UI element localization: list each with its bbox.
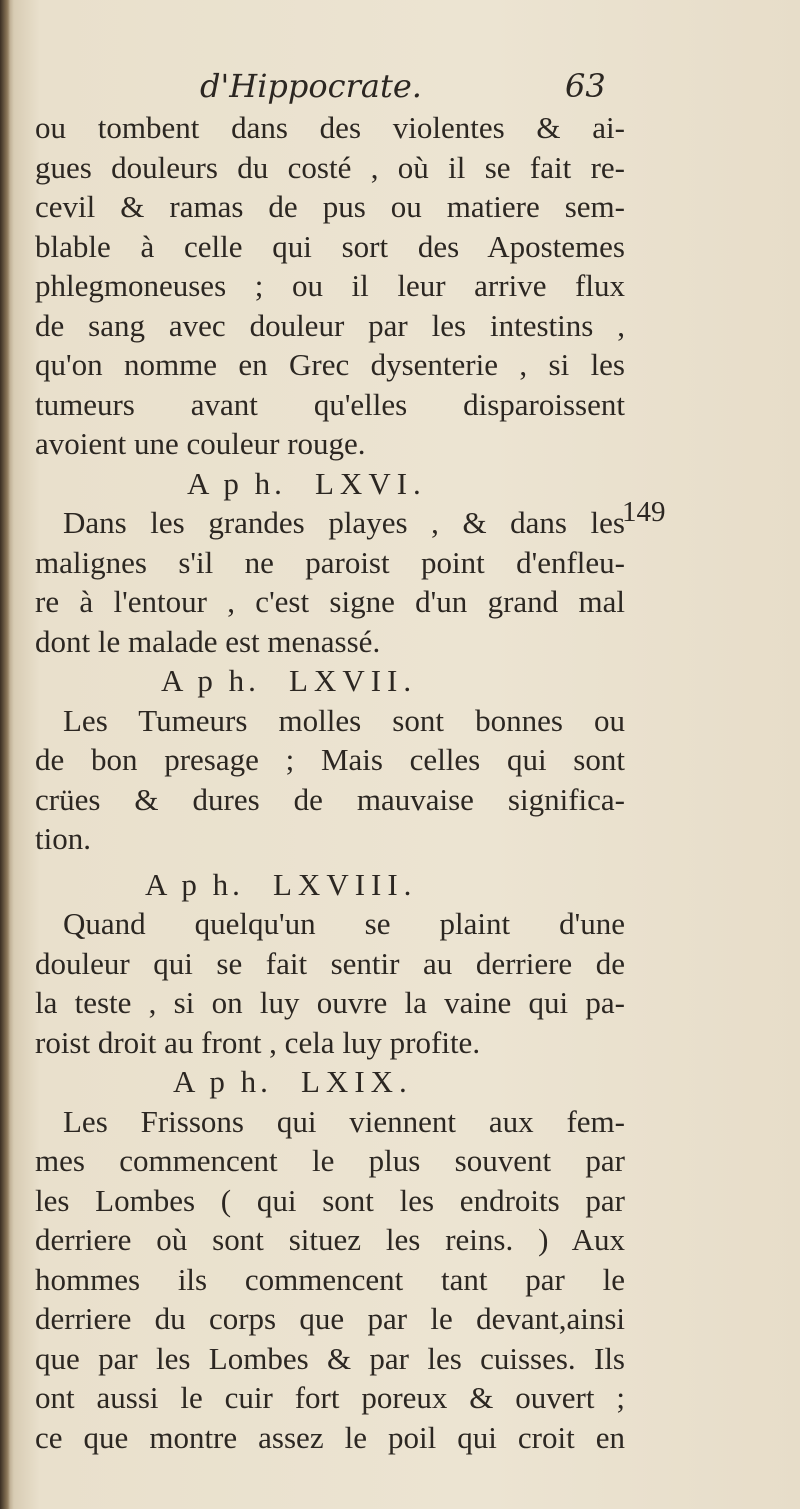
- text-line: ont aussi le cuir fort poreux & ouvert ;: [35, 1380, 625, 1415]
- margin-note: 149: [622, 496, 666, 528]
- text-line: les Lombes ( qui sont les endroits par: [35, 1182, 625, 1218]
- text-line: qu'on nomme en Grec dysenterie , si les: [35, 347, 625, 382]
- page-number: 63: [565, 67, 606, 105]
- running-title: d'Hippocrate.: [200, 67, 422, 105]
- aphorism-number: LXVIII.: [273, 866, 418, 902]
- aphorism-66: [35, 464, 625, 662]
- text-line: Les Tumeurs molles sont bonnes ou: [63, 702, 625, 738]
- text-line: mes commencent le plus souvent par: [35, 1143, 625, 1178]
- text-line: tion.: [35, 821, 91, 856]
- aphorism-label: A p h.: [145, 866, 244, 902]
- body-text: [35, 108, 625, 1457]
- text-line: avoient une couleur rouge.: [35, 426, 366, 461]
- aphorism-label: A p h.: [173, 1064, 272, 1099]
- page-binding-edge: [0, 0, 10, 1509]
- text-line: phlegmoneuses ; ou il leur arrive flux: [35, 268, 625, 303]
- text-line: malignes s'il ne paroist point d'enfleu-: [35, 544, 625, 580]
- text-line: tumeurs avant qu'elles disparoissent: [35, 386, 625, 422]
- text-line: hommes ils commencent tant par le: [35, 1261, 625, 1297]
- text-line: que par les Lombes & par les cuisses. Ils: [35, 1340, 625, 1376]
- aphorism-label: A p h.: [187, 465, 286, 501]
- text-line: dont le malade est menassé.: [35, 623, 381, 659]
- text-line: Quand quelqu'un se plaint d'une: [63, 906, 625, 941]
- text-line: Dans les grandes playes , & dans les: [63, 505, 625, 540]
- aphorism-number: LXVI.: [315, 465, 427, 501]
- text-line: re à l'entour , c'est signe d'un grand mal: [35, 584, 625, 619]
- text-line: douleur qui se fait sentir au derriere de: [35, 945, 625, 981]
- aphorism-heading: [35, 464, 625, 504]
- text-line: gues douleurs du costé , où il se fait re-: [35, 149, 625, 185]
- aphorism-67: [35, 661, 625, 859]
- aphorism-heading: [35, 661, 625, 701]
- text-line: la teste , si on luy ouvre la vaine qui pa-: [35, 985, 625, 1020]
- text-line: blable à celle qui sort des Apostemes: [35, 228, 625, 264]
- aphorism-number: LXIX.: [301, 1064, 413, 1099]
- text-line: de sang avec douleur par les intestins ,: [35, 307, 625, 343]
- text-line: derriere où sont situez les reins. ) Aux: [35, 1222, 625, 1257]
- text-line: cevil & ramas de pus ou matiere sem-: [35, 189, 625, 224]
- aphorism-heading: [35, 865, 625, 905]
- aphorism-number: LXVII.: [289, 663, 418, 698]
- text-line: de bon presage ; Mais celles qui sont: [35, 742, 625, 777]
- intro-paragraph: [35, 108, 625, 464]
- aphorism-label: A p h.: [161, 663, 260, 698]
- text-line: roist droit au front , cela luy profite.: [35, 1024, 481, 1060]
- aphorism-heading: [35, 1062, 625, 1102]
- text-line: derriere du corps que par le devant,ainsi: [35, 1301, 625, 1336]
- text-line: ou tombent dans des violentes & ai-: [35, 110, 625, 145]
- aphorism-69: [35, 1062, 625, 1457]
- text-line: ce que montre assez le poil qui croit en: [35, 1419, 625, 1455]
- aphorism-68: [35, 865, 625, 1063]
- text-line: crües & dures de mauvaise significa-: [35, 781, 625, 817]
- text-line: Les Frissons qui viennent aux fem-: [63, 1103, 625, 1139]
